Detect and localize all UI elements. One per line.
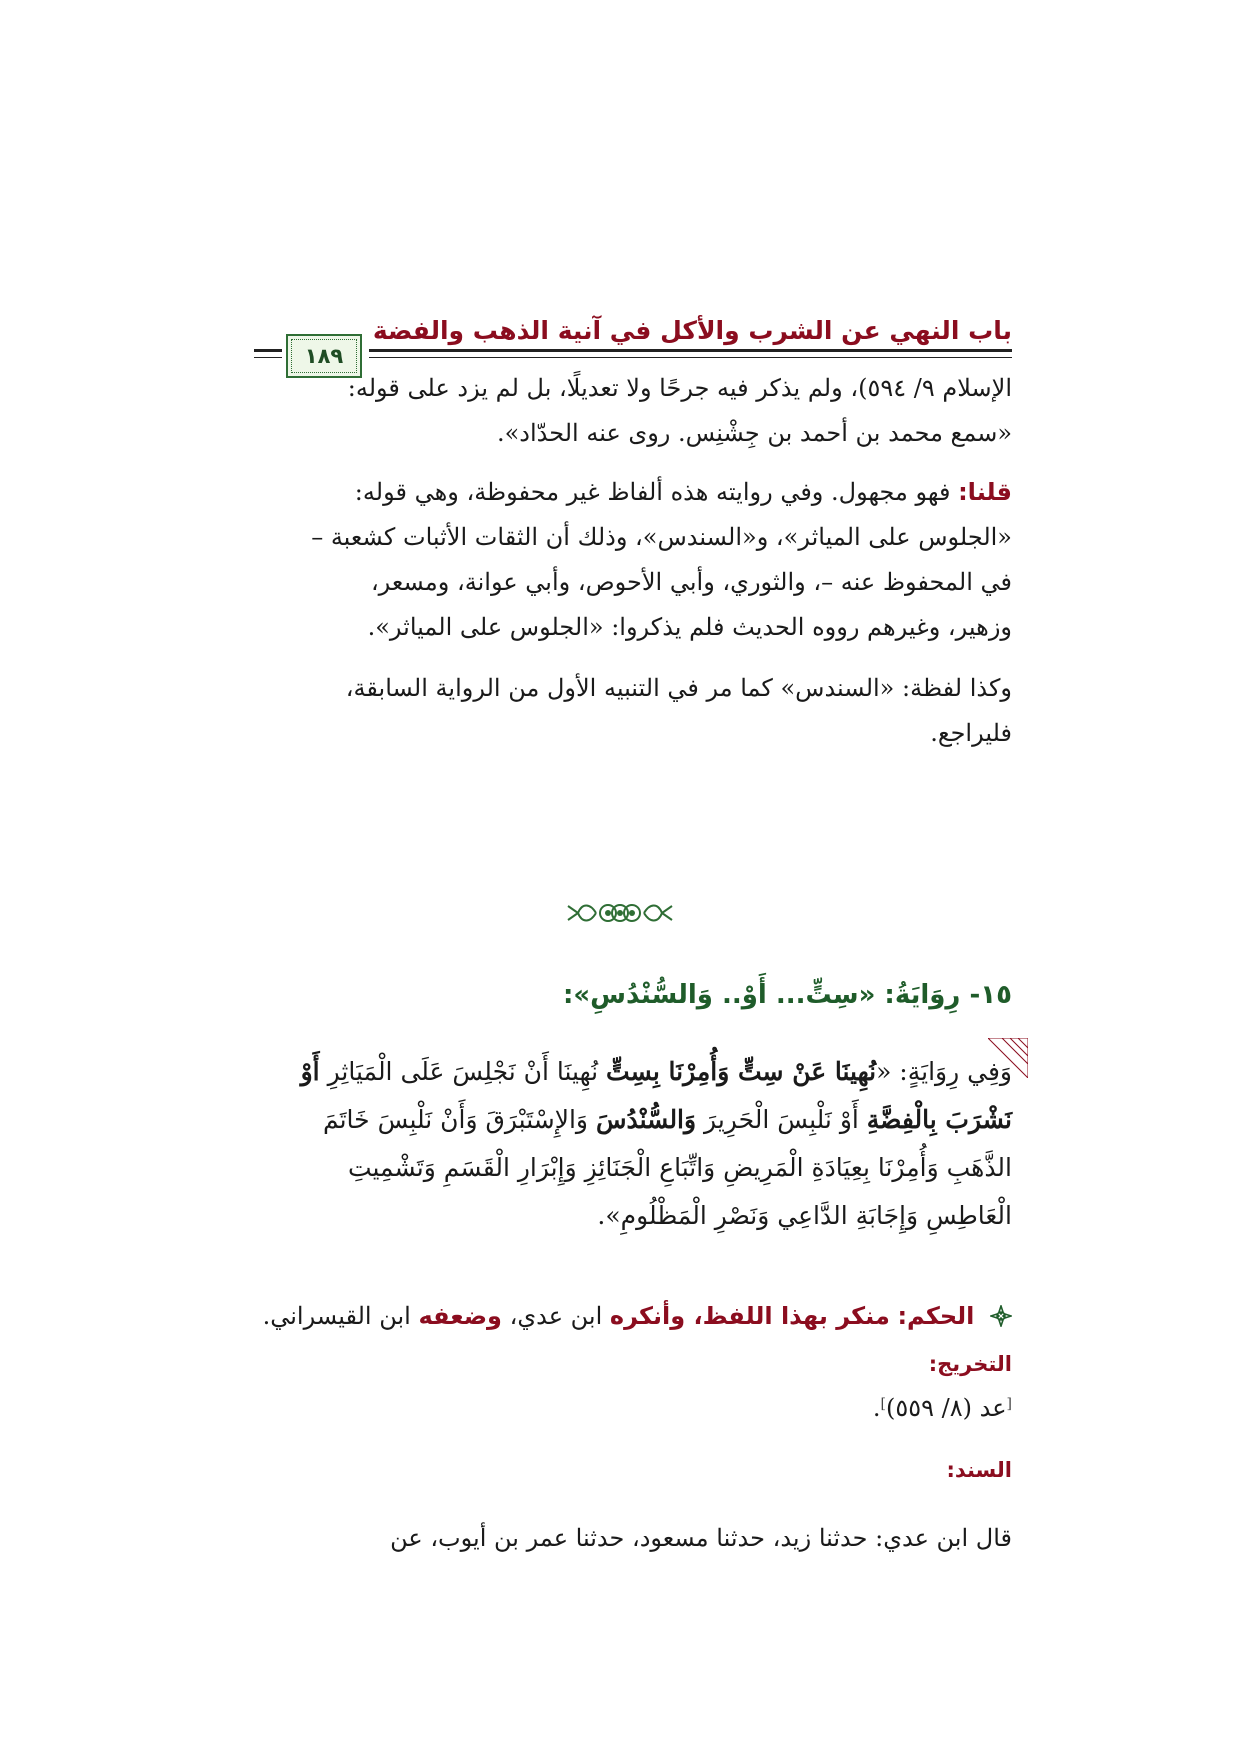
paragraph-1-line-2: «سمع محمد بن أحمد بن جِشْنِس. روى عنه الحدّاد». [496,419,1012,447]
ruling-flower-icon [990,1305,1012,1327]
hadith-1a: وَفِي رِوَايَةٍ: « [876,1057,1012,1086]
hadith-1d: أَوْ [300,1057,320,1086]
qulna-label: قلنا: [958,478,1012,506]
paragraph-3 [228,666,1012,756]
paragraph-2-line-1-text: فهو مجهول. وفي روايته هذه ألفاظ غير محفوظة، وهي قوله: [354,478,959,506]
hadith-line-1 [228,1048,1012,1096]
hadith-2c: وَالسُّنْدُسَ [595,1105,697,1134]
ruling-label: الحكم: [897,1302,975,1330]
ruling-line [263,1296,1012,1336]
hadith-text [228,1048,1012,1240]
paragraph-2-line-1 [228,470,1012,515]
divider-ornament-icon [560,898,680,928]
ruling-verdict: منكر بهذا اللفظ، وأنكره [609,1302,890,1330]
takhrij-heading: التخريج: [928,1352,1012,1376]
takhrij-reference [873,1394,1012,1422]
paragraph-1 [228,366,1012,456]
sanad-heading: السند: [946,1458,1012,1482]
paragraph-3-line-2: فليراجع. [930,719,1012,747]
takhrij-text: عد (٨/ ٥٥٩) [885,1394,1007,1422]
paragraph-2-line-3: في المحفوظ عنه –، والثوري، وأبي الأحوص، وأبي عوانة، ومسعر، [370,568,1012,596]
bracket-open: [ [1006,1396,1012,1412]
paragraph-1-line-1: الإسلام ٩/ ٥٩٤)، ولم يذكر فيه جرحًا ولا تعديلًا، بل لم يزد على قوله: [347,374,1012,402]
page-number: ١٨٩ [304,344,344,368]
header-rule-left-thick [254,349,282,352]
hadith-2b: أَوْ نَلْبِسَ الْحَرِيرَ [696,1105,867,1134]
hadith-2a: نَشْرَبَ بِالْفِضَّةِ [866,1105,1012,1134]
sanad-line-1: قال ابن عدي: حدثنا زيد، حدثنا مسعود، حدثنا عمر بن أيوب، عن [390,1524,1012,1552]
paragraph-2-line-4: وزهير، وغيرهم رووه الحديث فلم يذكروا: «الجلوس على المياثر». [367,613,1012,641]
hadith-line-4: الْعَاطِسِ وَإِجَابَةِ الدَّاعِي وَنَصْرِ الْمَظْلُومِ». [597,1201,1012,1230]
hadith-line-3: الذَّهَبِ وَأُمِرْنَا بِعِيَادَةِ الْمَرِيضِ وَاتِّبَاعِ الْجَنَائِزِ وَإِبْرَارِ الْقَسَمِ وَتَشْمِيتِ [347,1153,1012,1182]
hadith-1c: نُهِينَا أَنْ نَجْلِسَ عَلَى الْمَيَاثِرِ [319,1057,607,1086]
paragraph-3-line-1: وكذا لفظة: «السندس» كما مر في التنبيه الأول من الرواية السابقة، [345,674,1012,702]
running-title: باب النهي عن الشرب والأكل في آنية الذهب والفضة [372,316,1012,345]
paragraph-2-line-2: «الجلوس على المياثر»، و«السندس»، وذلك أن الثقات الأثبات كشعبة – [311,523,1012,551]
hadith-line-2 [228,1096,1012,1144]
bracket-close: ] [880,1396,886,1412]
header-rule-thick [369,349,1012,352]
ruling-weakened: وضعفه [418,1302,502,1330]
takhrij-end: . [872,1394,881,1422]
ruling-text-2: ابن القيسراني. [262,1302,419,1330]
header-rule-left-thin [254,357,282,358]
ruling-text-1: ابن عدي، [501,1302,610,1330]
hadith-1b: نُهِينَا عَنْ سِتٍّ وَأُمِرْنَا بِسِتٍّ [606,1057,877,1086]
paragraph-2 [228,470,1012,650]
hadith-2d: وَالإِسْتَبْرَقَ وَأَنْ نَلْبِسَ خَاتَمَ [322,1105,596,1134]
header-rule-thin [369,357,1012,358]
section-heading: ١٥- رِوَايَةُ: «سِتٍّ... أَوْ.. وَالسُّنْدُسِ»: [562,980,1012,1010]
